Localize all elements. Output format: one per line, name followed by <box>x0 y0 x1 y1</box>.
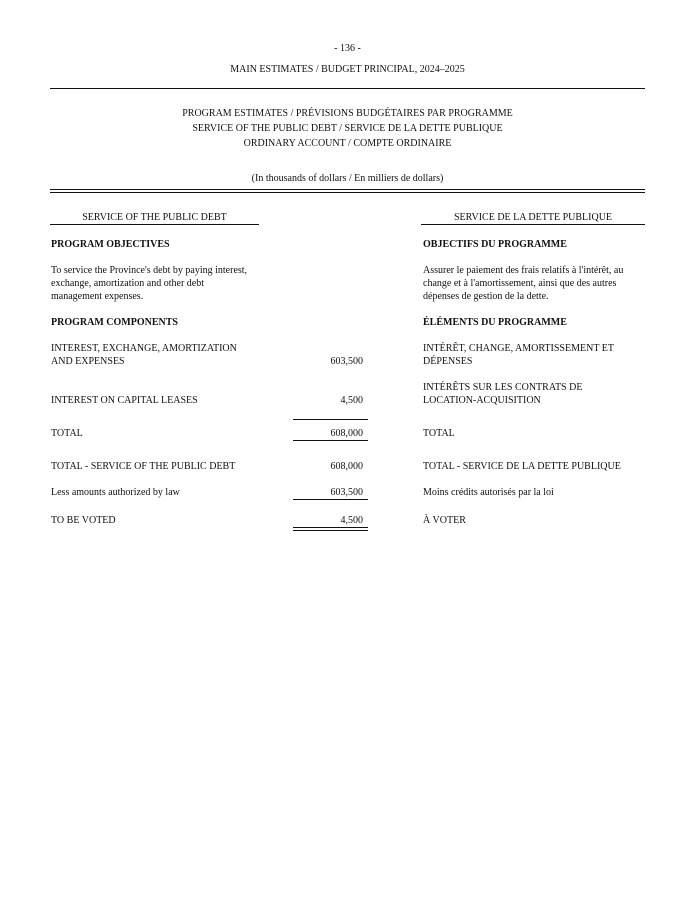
account-heading: ORDINARY ACCOUNT / COMPTE ORDINAIRE <box>243 138 452 149</box>
english-component-1-line-1: INTEREST, EXCHANGE, AMORTIZATION <box>51 343 237 354</box>
french-total-service-label: TOTAL - SERVICE DE LA DETTE PUBLIQUE <box>423 461 621 472</box>
french-section-underline <box>421 224 645 225</box>
less-authorized-amount: 603,500 <box>330 487 363 498</box>
english-total-label: TOTAL <box>51 428 83 439</box>
french-component-2-line-1: INTÉRÊTS SUR LES CONTRATS DE <box>423 382 583 393</box>
english-component-2: INTEREST ON CAPITAL LEASES <box>51 395 198 406</box>
double-rule-top <box>50 189 645 190</box>
english-less-authorized-label: Less amounts authorized by law <box>51 487 180 498</box>
component-2-amount: 4,500 <box>340 395 363 406</box>
english-section-title: SERVICE OF THE PUBLIC DEBT <box>82 212 227 223</box>
french-objectives-heading: OBJECTIFS DU PROGRAMME <box>423 239 567 250</box>
english-total-service-label: TOTAL - SERVICE OF THE PUBLIC DEBT <box>51 461 236 472</box>
units-note: (In thousands of dollars / En milliers de dollars) <box>251 173 444 184</box>
french-objectives-text: Assurer le paiement des frais relatifs à l'intérêt, au change et à l'amortissement, ainsi que des autres dépenses de gestion de la dette. <box>423 265 624 302</box>
french-to-be-voted-label: À VOTER <box>423 515 466 526</box>
english-objectives-text: To service the Province's debt by paying interest, exchange, amortization and other debt management expenses. <box>51 265 248 302</box>
english-section-underline <box>50 224 259 225</box>
program-estimates-heading: PROGRAM ESTIMATES / PRÉVISIONS BUDGÉTAIRES PAR PROGRAMME <box>182 108 513 119</box>
english-objectives-heading: PROGRAM OBJECTIVES <box>51 239 170 250</box>
less-authorized-underline <box>293 499 368 500</box>
total-underline <box>293 440 368 441</box>
header-rule <box>50 88 645 89</box>
double-rule-bottom <box>50 192 645 193</box>
page-number: - 136 - <box>334 43 361 54</box>
english-to-be-voted-label: TO BE VOTED <box>51 515 116 526</box>
french-total-label: TOTAL <box>423 428 455 439</box>
subtotal-rule <box>293 419 368 420</box>
french-component-1-line-2: DÉPENSES <box>423 356 473 367</box>
french-section-title: SERVICE DE LA DETTE PUBLIQUE <box>453 212 613 223</box>
french-components-heading: ÉLÉMENTS DU PROGRAMME <box>423 317 567 328</box>
french-component-1-line-1: INTÉRÊT, CHANGE, AMORTISSEMENT ET <box>423 343 614 354</box>
french-component-2-line-2: LOCATION-ACQUISITION <box>423 395 541 406</box>
french-less-authorized-label: Moins crédits autorisés par la loi <box>423 487 554 498</box>
component-1-amount: 603,500 <box>330 356 363 367</box>
english-component-1-line-2: AND EXPENSES <box>51 356 125 367</box>
final-double-rule-bottom <box>293 530 368 531</box>
english-components-heading: PROGRAM COMPONENTS <box>51 317 178 328</box>
total-service-amount: 608,000 <box>330 461 363 472</box>
final-double-rule-top <box>293 527 368 528</box>
document-title: MAIN ESTIMATES / BUDGET PRINCIPAL, 2024–2025 <box>230 64 465 75</box>
to-be-voted-amount: 4,500 <box>340 515 363 526</box>
service-heading: SERVICE OF THE PUBLIC DEBT / SERVICE DE LA DETTE PUBLIQUE <box>192 123 503 134</box>
total-amount: 608,000 <box>330 428 363 439</box>
